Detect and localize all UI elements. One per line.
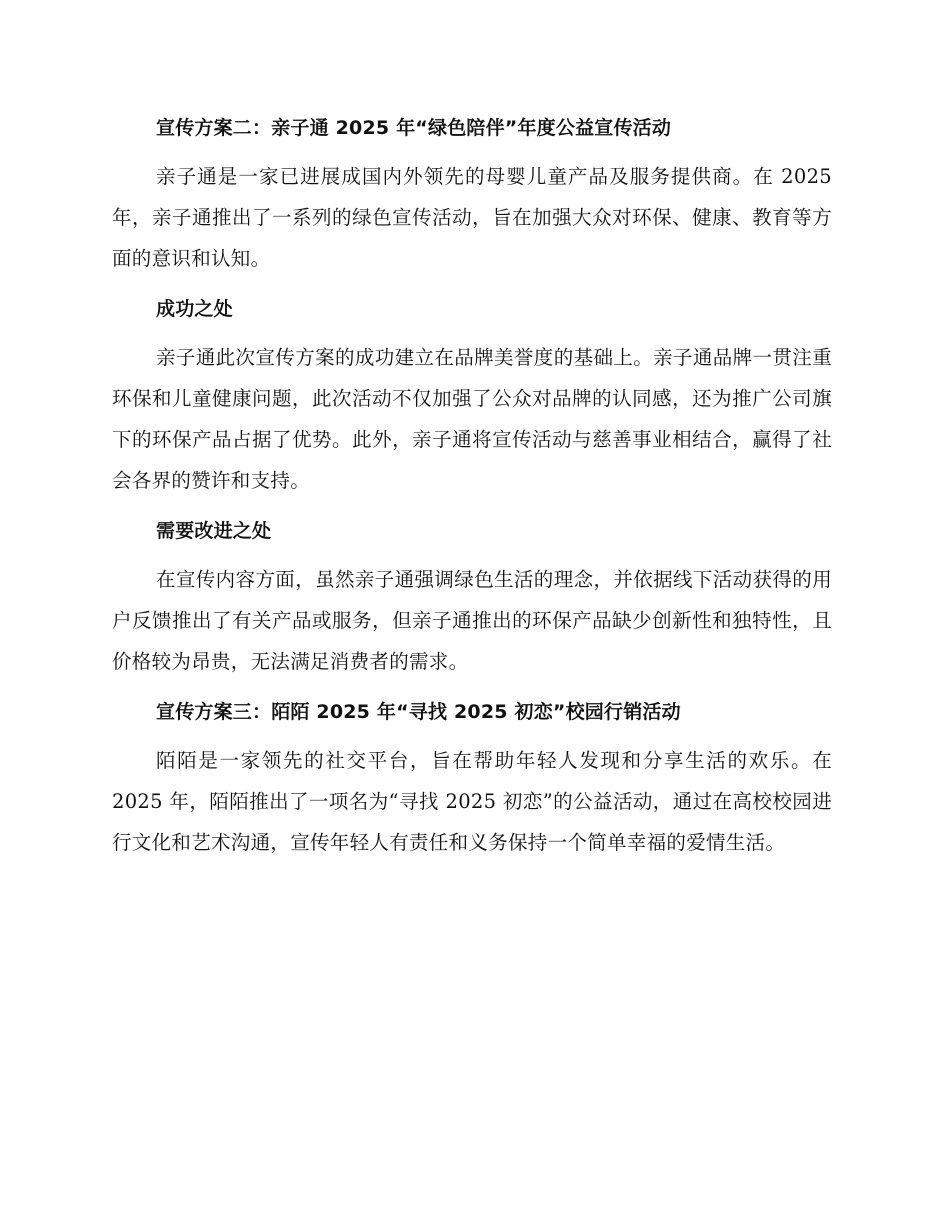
spacer [112,146,832,156]
section-heading-improvements: 需要改进之处 [156,520,272,542]
section-paragraph-success: 亲子通此次宣传方案的成功建立在品牌美誉度的基础上。亲子通品牌一贯注重环保和儿童健康问题，此次活动不仅加强了公众对品牌的认同感，还为推广公司旗下的环保产品占据了优势。此外，亲子通将宣传活动与慈善事业相结合，赢得了社会各界的赞许和支持。 [112,346,832,492]
section-paragraph-improvements: 在宣传内容方面，虽然亲子通强调绿色生活的理念，并依据线下活动获得的用户反馈推出了有关产品或服务，但亲子通推出的环保产品缺少创新性和独特性，且价格较为昂贵，无法满足消费者的需求。 [112,568,832,673]
spacer [112,730,832,740]
spacer [112,682,832,694]
spacer [112,279,832,291]
spacer [112,501,832,513]
section-heading-plan-two: 宣传方案二：亲子通 2025 年“绿色陪伴”年度公益宣传活动 [156,117,672,139]
section-heading-success: 成功之处 [156,298,233,320]
document-page [112,110,832,863]
spacer [112,549,832,559]
spacer [112,327,832,337]
section-paragraph-plan-three: 陌陌是一家领先的社交平台，旨在帮助年轻人发现和分享生活的欢乐。在 2025 年，陌陌推出了一项名为“寻找 2025 初恋”的公益活动，通过在高校校园进行文化和艺术沟通，宣传年轻人有责任和义务保持一个简单幸福的爱情生活。 [112,749,832,854]
section-heading-plan-three: 宣传方案三：陌陌 2025 年“寻找 2025 初恋”校园行销活动 [156,701,681,723]
section-paragraph-plan-two: 亲子通是一家已进展成国内外领先的母婴儿童产品及服务提供商。在 2025 年，亲子通推出了一系列的绿色宣传活动，旨在加强大众对环保、健康、教育等方面的意识和认知。 [112,165,832,270]
